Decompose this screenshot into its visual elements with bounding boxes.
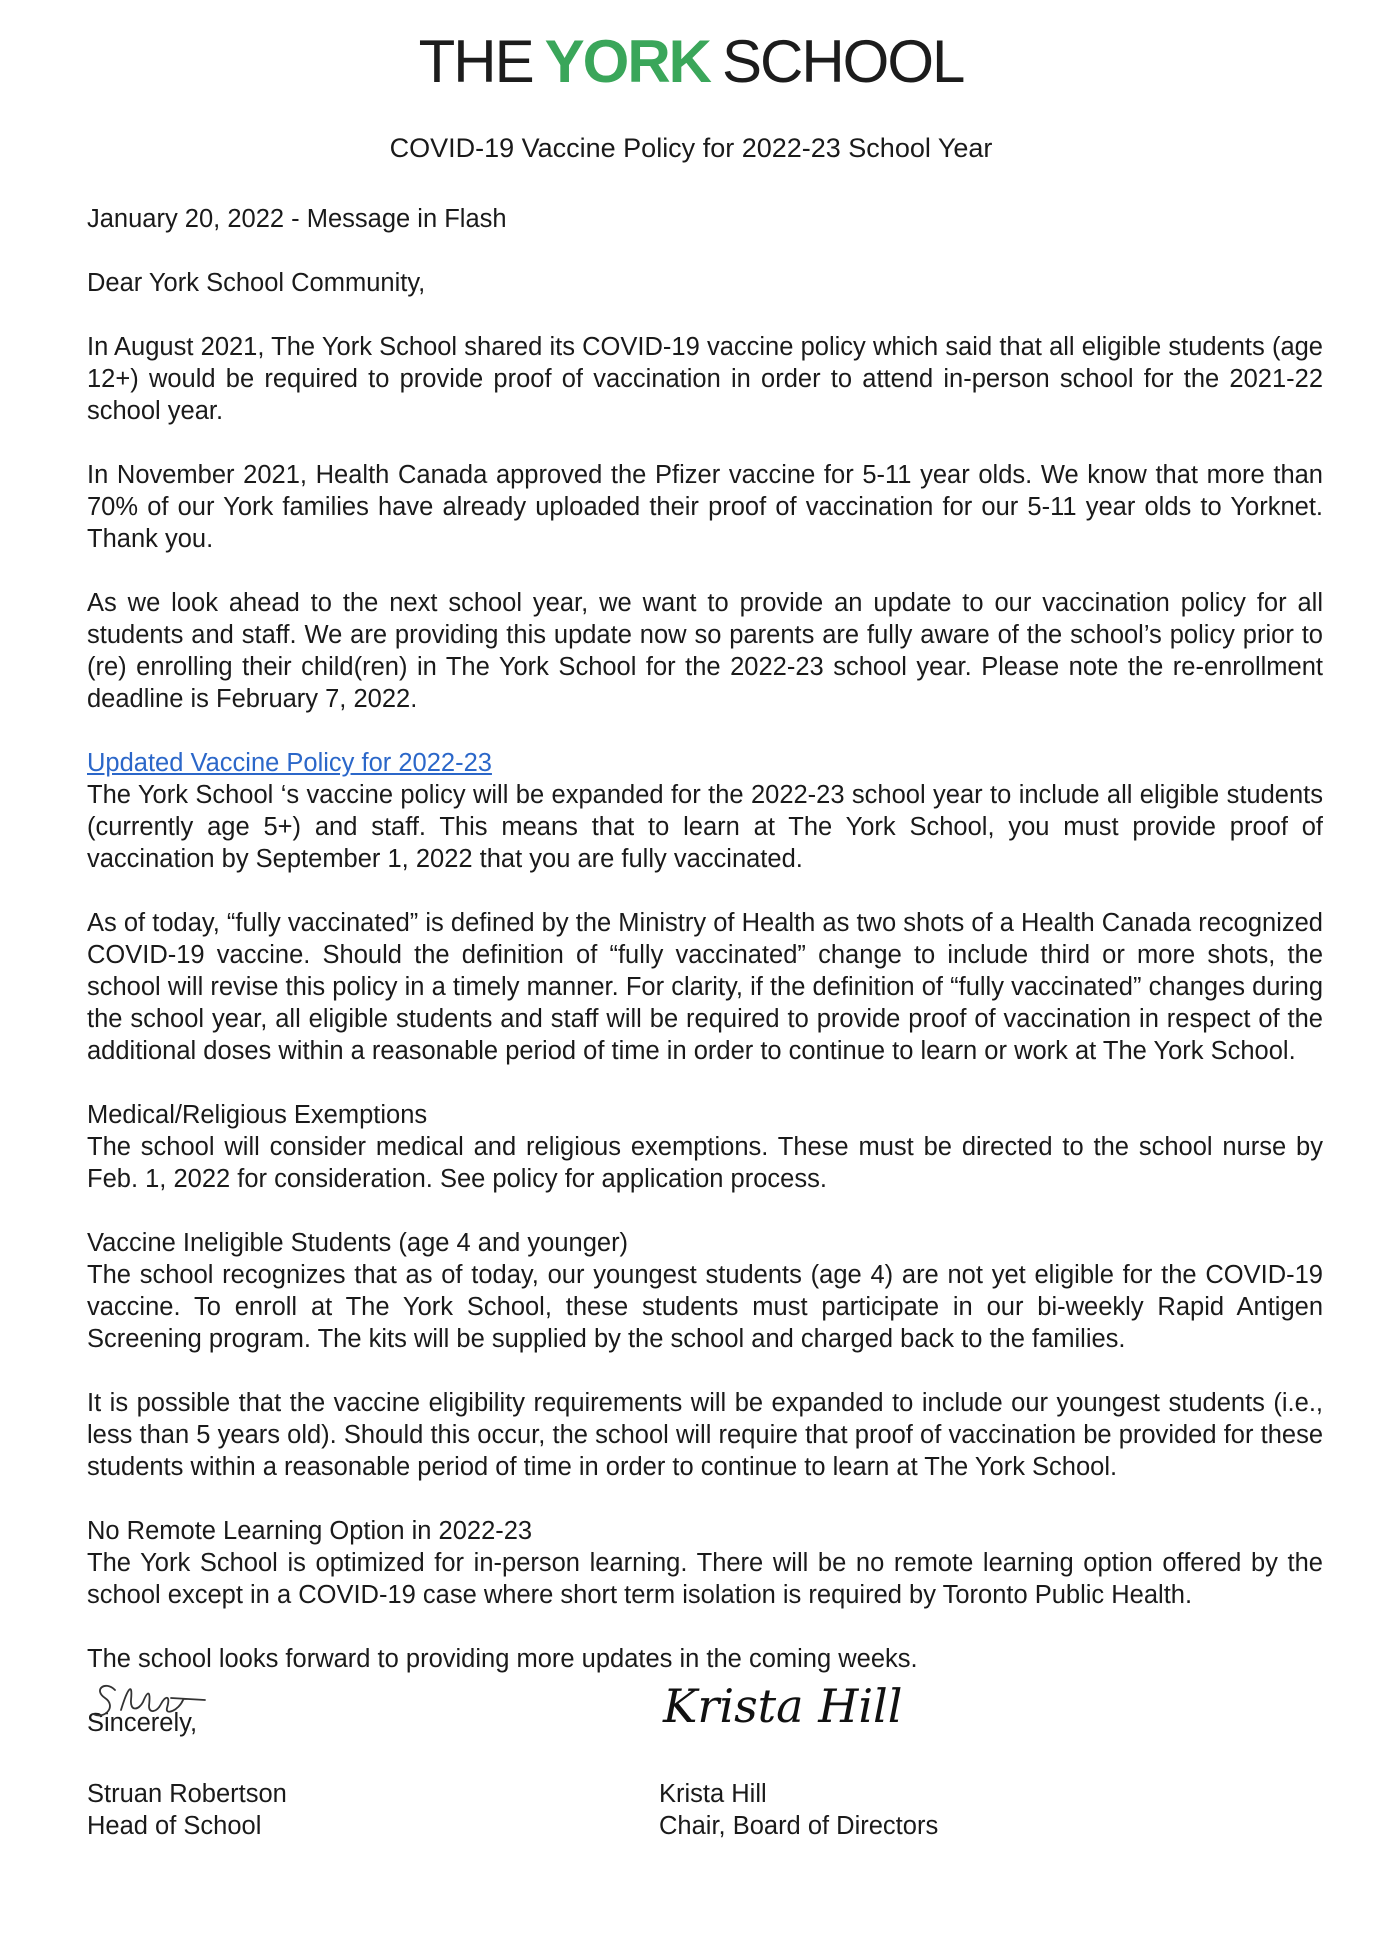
signature-hill-text: Krista Hill — [663, 1679, 903, 1733]
section-exemptions — [87, 1099, 1323, 1195]
paragraph-august-policy: In August 2021, The York School shared its COVID-19 vaccine policy which said that all eligible students (age 12+) would be required to provide proof of vaccination in order to attend in-person school for the 2021-22 school year. — [87, 333, 1323, 425]
paragraph-eligibility-expansion: It is possible that the vaccine eligibility requirements will be expanded to include our youngest students (i.e., less than 5 years old). Should this occur, the school will require that proof of vaccination be provided for these students within a reasonable period of time in order to continue to learn at The York School. — [87, 1389, 1323, 1481]
paragraph-ineligible: The school recognizes that as of today, our youngest students (age 4) are not yet eligible for the COVID-19 vaccine. To enroll at The York School, these students must participate in our bi-weekly Rapid Antigen Screening program. The kits will be supplied by the school and charged back to the families. — [87, 1261, 1323, 1353]
salutation: Dear York School Community, — [87, 269, 426, 297]
paragraph-look-ahead: As we look ahead to the next school year, we want to provide an update to our vaccination policy for all students and staff. We are providing this update now so parents are fully aware of the school’s policy prior to (re) enrolling their child(ren) in The York School for the 2022-23 school year. Please note the re-enrollment deadline is February 7, 2022. — [87, 589, 1323, 713]
school-logo — [0, 28, 1382, 95]
paragraph-fully-vaccinated: As of today, “fully vaccinated” is defined by the Ministry of Health as two shots of a Health Canada recognized COVID-19 vaccine. Should the definition of “fully vaccinated” change to include third or more shots, the school will revise this policy in a timely manner. For clarity, if the definition of “fully vaccinated” changes during the school year, all eligible students and staff will be required to provide proof of vaccination in respect of the additional doses within a reasonable period of time in order to continue to learn or work at The York School. — [87, 909, 1323, 1065]
signatory-right-role: Chair, Board of Directors — [659, 1812, 939, 1840]
section-no-remote — [87, 1515, 1323, 1611]
document-title: COVID-19 Vaccine Policy for 2022-23 School Year — [389, 133, 993, 163]
closing: Sincerely, — [87, 1709, 198, 1737]
heading-exemptions: Medical/Religious Exemptions — [87, 1101, 428, 1129]
section-updated-policy — [87, 747, 1323, 875]
heading-ineligible: Vaccine Ineligible Students (age 4 and younger) — [87, 1229, 629, 1257]
date-line: January 20, 2022 - Message in Flash — [87, 205, 507, 233]
updated-policy-link[interactable]: Updated Vaccine Policy for 2022-23 — [87, 749, 492, 777]
paragraph-exemptions: The school will consider medical and religious exemptions. These must be directed to the school nurse by Feb. 1, 2022 for consideration. See policy for application process. — [87, 1133, 1323, 1193]
signatory-left-name: Struan Robertson — [87, 1780, 287, 1808]
section-ineligible — [87, 1227, 1323, 1355]
signature-hill — [659, 1670, 903, 1740]
signatory-left — [87, 1778, 287, 1842]
logo-school: SCHOOL — [721, 28, 964, 95]
logo-york: YORK — [544, 28, 710, 95]
paragraph-health-canada: In November 2021, Health Canada approved the Pfizer vaccine for 5-11 year olds. We know that more than 70% of our York families have already uploaded their proof of vaccination for our 5-11 year olds to Yorknet. Thank you. — [87, 461, 1323, 553]
paragraph-no-remote: The York School is optimized for in-person learning. There will be no remote learning option offered by the school except in a COVID-19 case where short term isolation is required by Toronto Public Health. — [87, 1549, 1323, 1609]
logo-the: THE — [418, 28, 533, 95]
letter-body — [87, 203, 1323, 1771]
paragraph-updated-policy: The York School ‘s vaccine policy will be expanded for the 2022-23 school year to include all eligible students (currently age 5+) and staff. This means that to learn at The York School, you must provide proof of vaccination by September 1, 2022 that you are fully vaccinated. — [87, 781, 1323, 873]
signatory-right — [659, 1679, 939, 1842]
paragraph-more-updates: The school looks forward to providing more updates in the coming weeks. — [87, 1645, 918, 1673]
heading-no-remote: No Remote Learning Option in 2022-23 — [87, 1517, 533, 1545]
signature-robertson — [87, 1670, 227, 1730]
signatory-right-name: Krista Hill — [659, 1780, 767, 1808]
signatory-left-role: Head of School — [87, 1812, 262, 1840]
